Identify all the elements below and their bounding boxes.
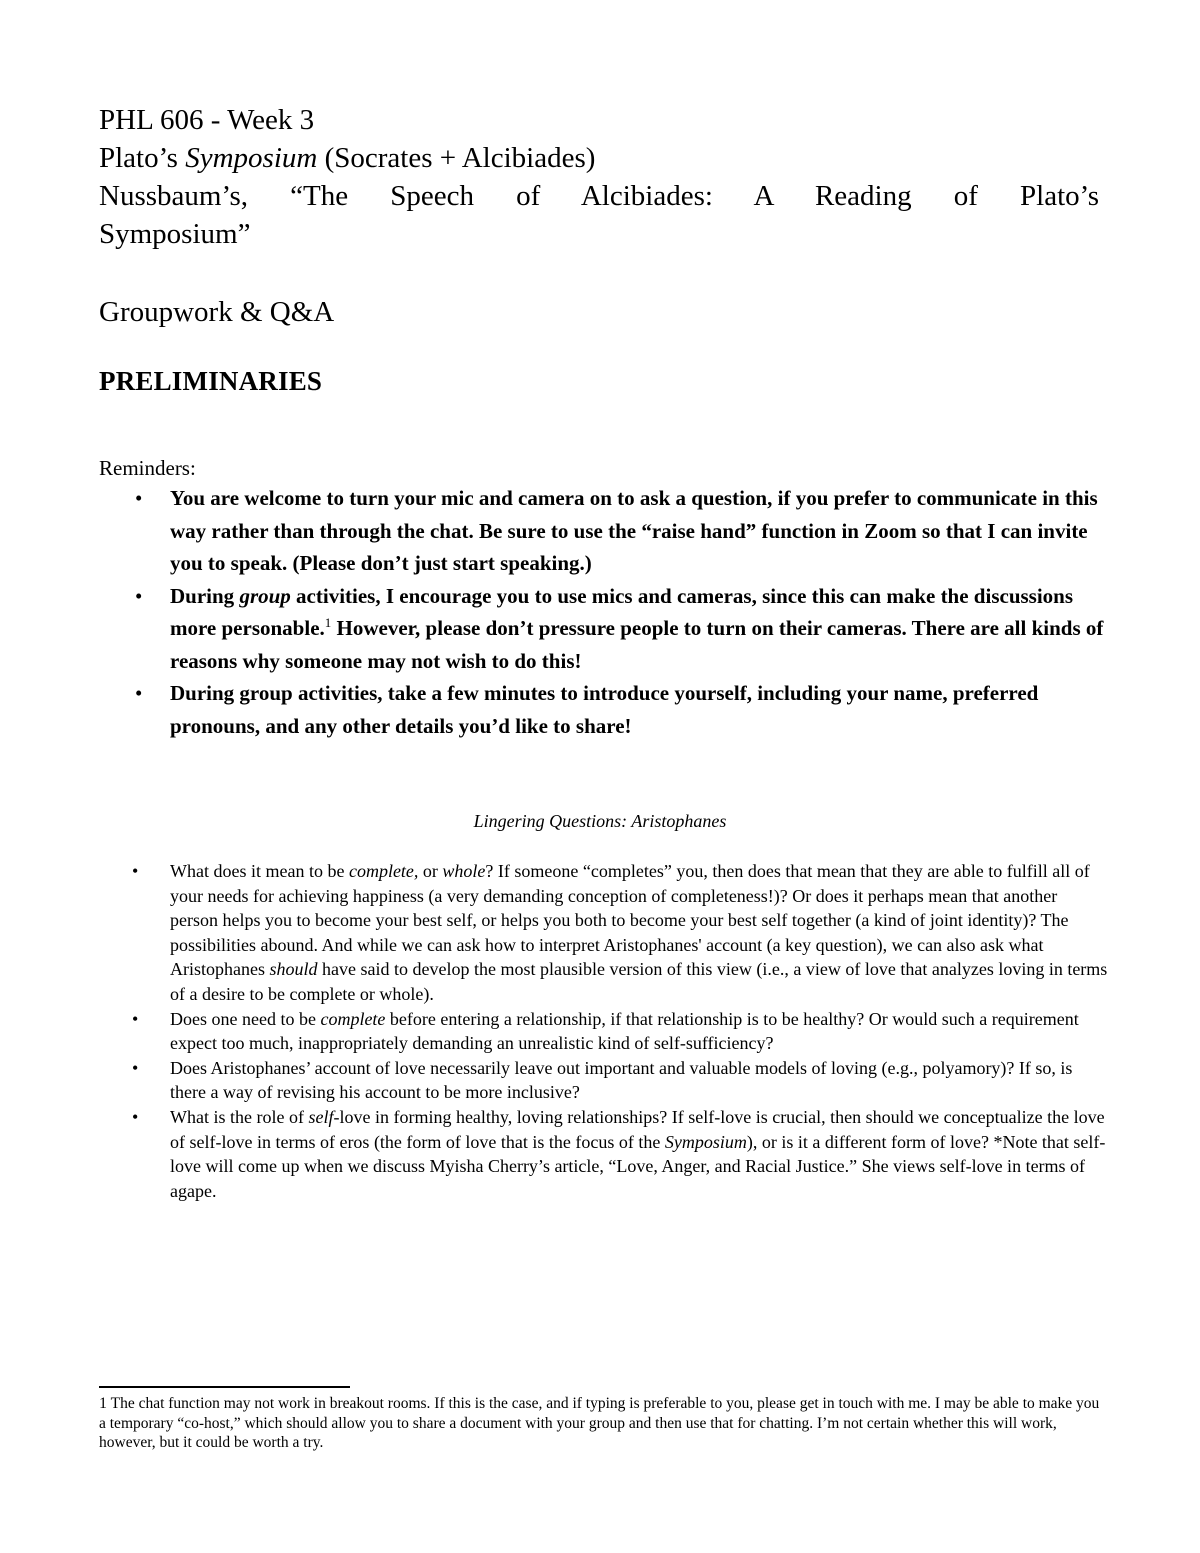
question-text: have said to develop the most plausible version of this view (i.e., a view of love that analyzes loving in terms of a desire to be complete or whole). — [170, 959, 1108, 1004]
list-item — [99, 1056, 1109, 1105]
question-emphasis: self — [308, 1106, 334, 1127]
bullet-icon: • — [132, 1057, 139, 1078]
reminder-text-part2: activities, I encourage you to use mics and cameras, since this can make the discussions more personable. — [170, 583, 1074, 640]
footnote-reference[interactable]: 1 — [324, 615, 332, 630]
footnote-separator — [99, 1386, 350, 1388]
list-item — [99, 1105, 1109, 1203]
reading-plato-prefix: Plato’s — [99, 142, 186, 174]
question-text: before entering a relationship, if that relationship is to be healthy? Or would such a requirement expect too much, inappropriately demanding an unrealistic kind of self-sufficiency? — [170, 1008, 1079, 1054]
question-text: Does one need to be — [170, 1008, 321, 1029]
bullet-icon: • — [135, 583, 143, 608]
reminders-label: Reminders: — [99, 456, 196, 480]
reading-plato — [99, 139, 1099, 177]
preliminaries-heading: PRELIMINARIES — [99, 366, 323, 396]
questions-list — [99, 859, 1109, 1203]
question-emphasis: Symposium — [664, 1131, 747, 1152]
footnote-text: The chat function may not work in breakout rooms. If this is the case, and if typing is preferable to you, please get in touch with me. I may be able to make you a temporary “co-host,” which should allow you to share a document with your group and then use that for chatting. I’m not certain whether this will work, however, but it could be worth a try. — [99, 1395, 1100, 1452]
reminders-list — [99, 482, 1109, 742]
reminder-emphasis: group — [239, 583, 291, 608]
question-emphasis: complete, — [348, 861, 419, 881]
list-item — [99, 677, 1109, 742]
reading-nussbaum-line2: Symposium” — [99, 218, 251, 250]
bullet-icon: • — [132, 1008, 139, 1029]
question-emphasis: should — [269, 959, 318, 980]
reading-nussbaum-line1: Nussbaum’s, “The Speech of Alcibiades: A Reading of Plato’s — [99, 180, 1099, 212]
question-text: What does it mean to be — [170, 861, 349, 881]
question-text: What is the role of — [170, 1106, 309, 1127]
reminder-text-part1: During — [170, 583, 240, 608]
lingering-questions-title: Lingering Questions: Aristophanes — [473, 811, 727, 831]
list-item — [99, 482, 1109, 580]
question-emphasis: whole — [442, 861, 486, 881]
reminder-text: You are welcome to turn your mic and camera on to ask a question, if you prefer to communicate in this way rather than through the chat. Be sure to use the “raise hand” function in Zoom so that I can invite you to speak. (Please don’t just start speaking.) — [170, 486, 1098, 575]
reading-plato-suffix: (Socrates + Alcibiades) — [317, 142, 596, 174]
question-text: Does Aristophanes’ account of love necessarily leave out important and valuable models of loving (e.g., polyamory)? If so, is there a way of revising his account to be more inclusive? — [170, 1057, 1073, 1103]
list-item — [99, 859, 1109, 1007]
reading-plato-title: Symposium — [185, 142, 318, 174]
list-item — [99, 580, 1109, 678]
bullet-icon: • — [135, 681, 143, 705]
list-item — [99, 1007, 1109, 1056]
reminder-text-part3: However, please don’t pressure people to turn on their cameras. There are all kinds of reasons why someone may not wish to do this! — [170, 616, 1104, 673]
bullet-icon: • — [132, 861, 139, 881]
question-text: -love in forming healthy, loving relationships? If self-love is crucial, then should we conceptualize the love of self-love in terms of eros (the form of love that is the focus of the — [170, 1106, 1105, 1152]
footnote-number: 1 — [99, 1395, 107, 1412]
reminder-text: During group activities, take a few minutes to introduce yourself, including your name, preferred pronouns, and any other details you’d like to share! — [170, 681, 1039, 738]
document-header — [99, 101, 1099, 253]
course-title: PHL 606 - Week 3 — [99, 104, 315, 136]
question-emphasis: complete — [320, 1008, 386, 1029]
question-text: or — [418, 861, 443, 881]
bullet-icon: • — [132, 1106, 139, 1127]
bullet-icon: • — [135, 486, 143, 510]
question-text: ? If someone “completes” you, then does that mean that they are able to fulfill all of your needs for achieving happiness (a very demanding conception of completeness!)? Or does it perhaps mean that another person helps you to become your best self, or helps you both to become your best self together (a kind of joint identity)? The possibilities abound. And while we can ask how to interpret Aristophanes' account (a key question), we can also ask what Aristophanes — [170, 861, 1090, 980]
question-text: ), or is it a different form of love? *Note that self-love will come up when we discuss Myisha Cherry’s article, “Love, Anger, and Racial Justice.” She views self-love in terms of agape. — [170, 1131, 1106, 1201]
groupwork-heading: Groupwork & Q&A — [99, 296, 335, 328]
footnote — [99, 1394, 1104, 1453]
